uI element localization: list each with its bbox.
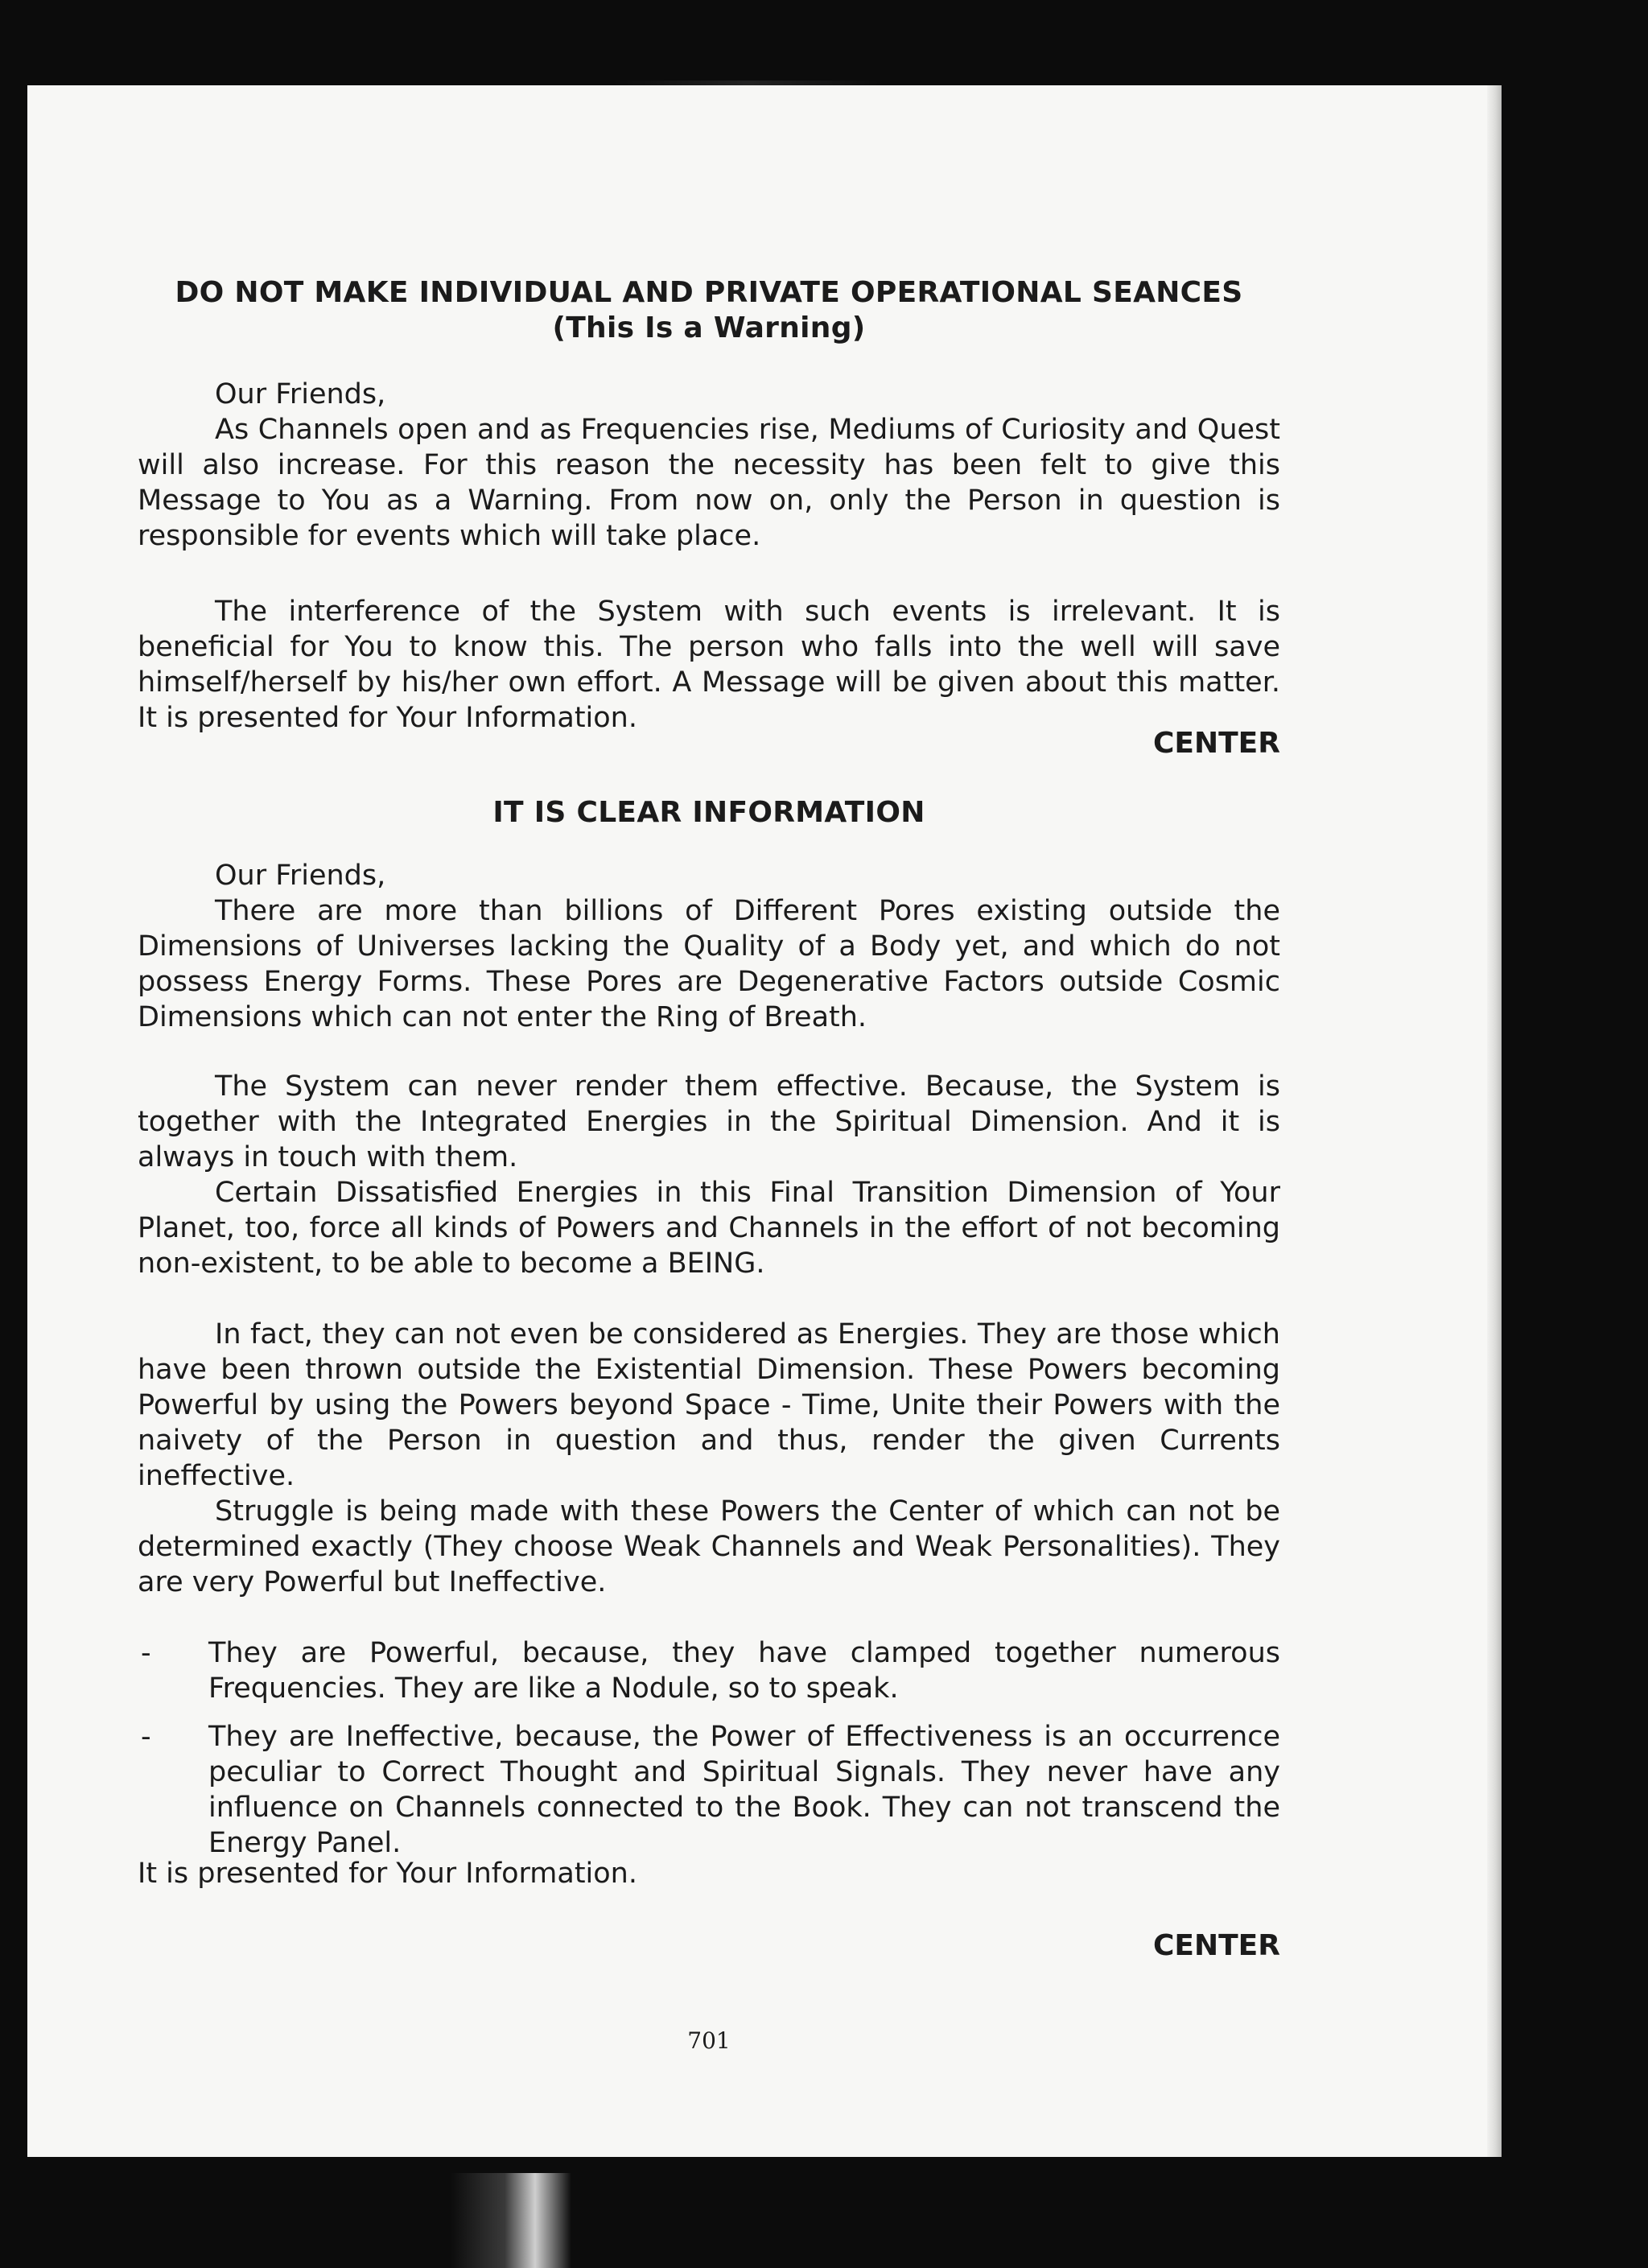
section1-signature: CENTER [1152,727,1280,760]
section2-paragraph-5: Struggle is being made with these Powers the Center of which can not be determined exactly (They choose Weak Channels and Weak Personalities). They are very Powerful but Ineffective. [138,1495,1280,1598]
section2-heading: IT IS CLEAR INFORMATION [492,796,925,829]
section2-paragraph-3: Certain Dissatisfied Energies in this Final Transition Dimension of Your Planet, too, force all kinds of Powers and Channels in the effort of not becoming non-existent, to be able to become a BEING. [138,1177,1280,1280]
section2-signature: CENTER [1152,1929,1280,1962]
section1-paragraph-2: The interference of the System with such events is irrelevant. It is beneficial for You to know this. The person who falls into the well will save himself/herself by his/her own effort. A Message will be given about this matter. It is presented for Your Information. [138,596,1280,734]
list-dash: - [141,1721,151,1753]
section2-paragraph-4: In fact, they can not even be considered as Energies. They are those which have been thrown outside the Existential Dimension. These Powers becoming Powerful by using the Powers beyond Space - Time, Unite their Powers with the naivety of the Person in question and thus, render the given Currents ineffective. [138,1318,1280,1492]
list-dash: - [141,1637,151,1669]
section2-paragraph-1: There are more than billions of Different Pores existing outside the Dimensions of Universes lacking the Quality of a Body yet, and which do not possess Energy Forms. These Pores are Degenerative Factors outside Cosmic Dimensions which can not enter the Ring of Breath. [138,895,1280,1033]
section2-salutation: Our Friends, [215,860,386,892]
list-item-text: They are Powerful, because, they have clamped together numerous Frequencies. They are like a Nodule, so to speak. [208,1637,1280,1705]
section1-salutation: Our Friends, [215,378,386,410]
book-page [27,85,1502,2157]
page-number: 701 [687,2027,731,2054]
list-item-text: They are Ineffective, because, the Power of Effectiveness is an occurrence peculiar to Correct Thought and Spiritual Signals. They never have any influence on Channels connected to the Book. They can not transcend the Energy Panel. [208,1721,1280,1859]
book-binding-shadow [451,2173,571,2268]
section1-subheading: (This Is a Warning) [552,311,866,344]
section2-paragraph-2: The System can never render them effective. Because, the System is together with the Integrated Energies in the Spiritual Dimension. And it is always in touch with them. [138,1070,1280,1173]
section1-heading: DO NOT MAKE INDIVIDUAL AND PRIVATE OPERATIONAL SEANCES [175,276,1243,309]
page-curl-edge [1487,85,1502,2157]
section2-closing: It is presented for Your Information. [138,1858,637,1890]
section1-paragraph-1: As Channels open and as Frequencies rise, Mediums of Curiosity and Quest will also increase. For this reason the necessity has been felt to give this Message to You as a Warning. From now on, only the Person in question is responsible for events which will take place. [138,414,1280,552]
